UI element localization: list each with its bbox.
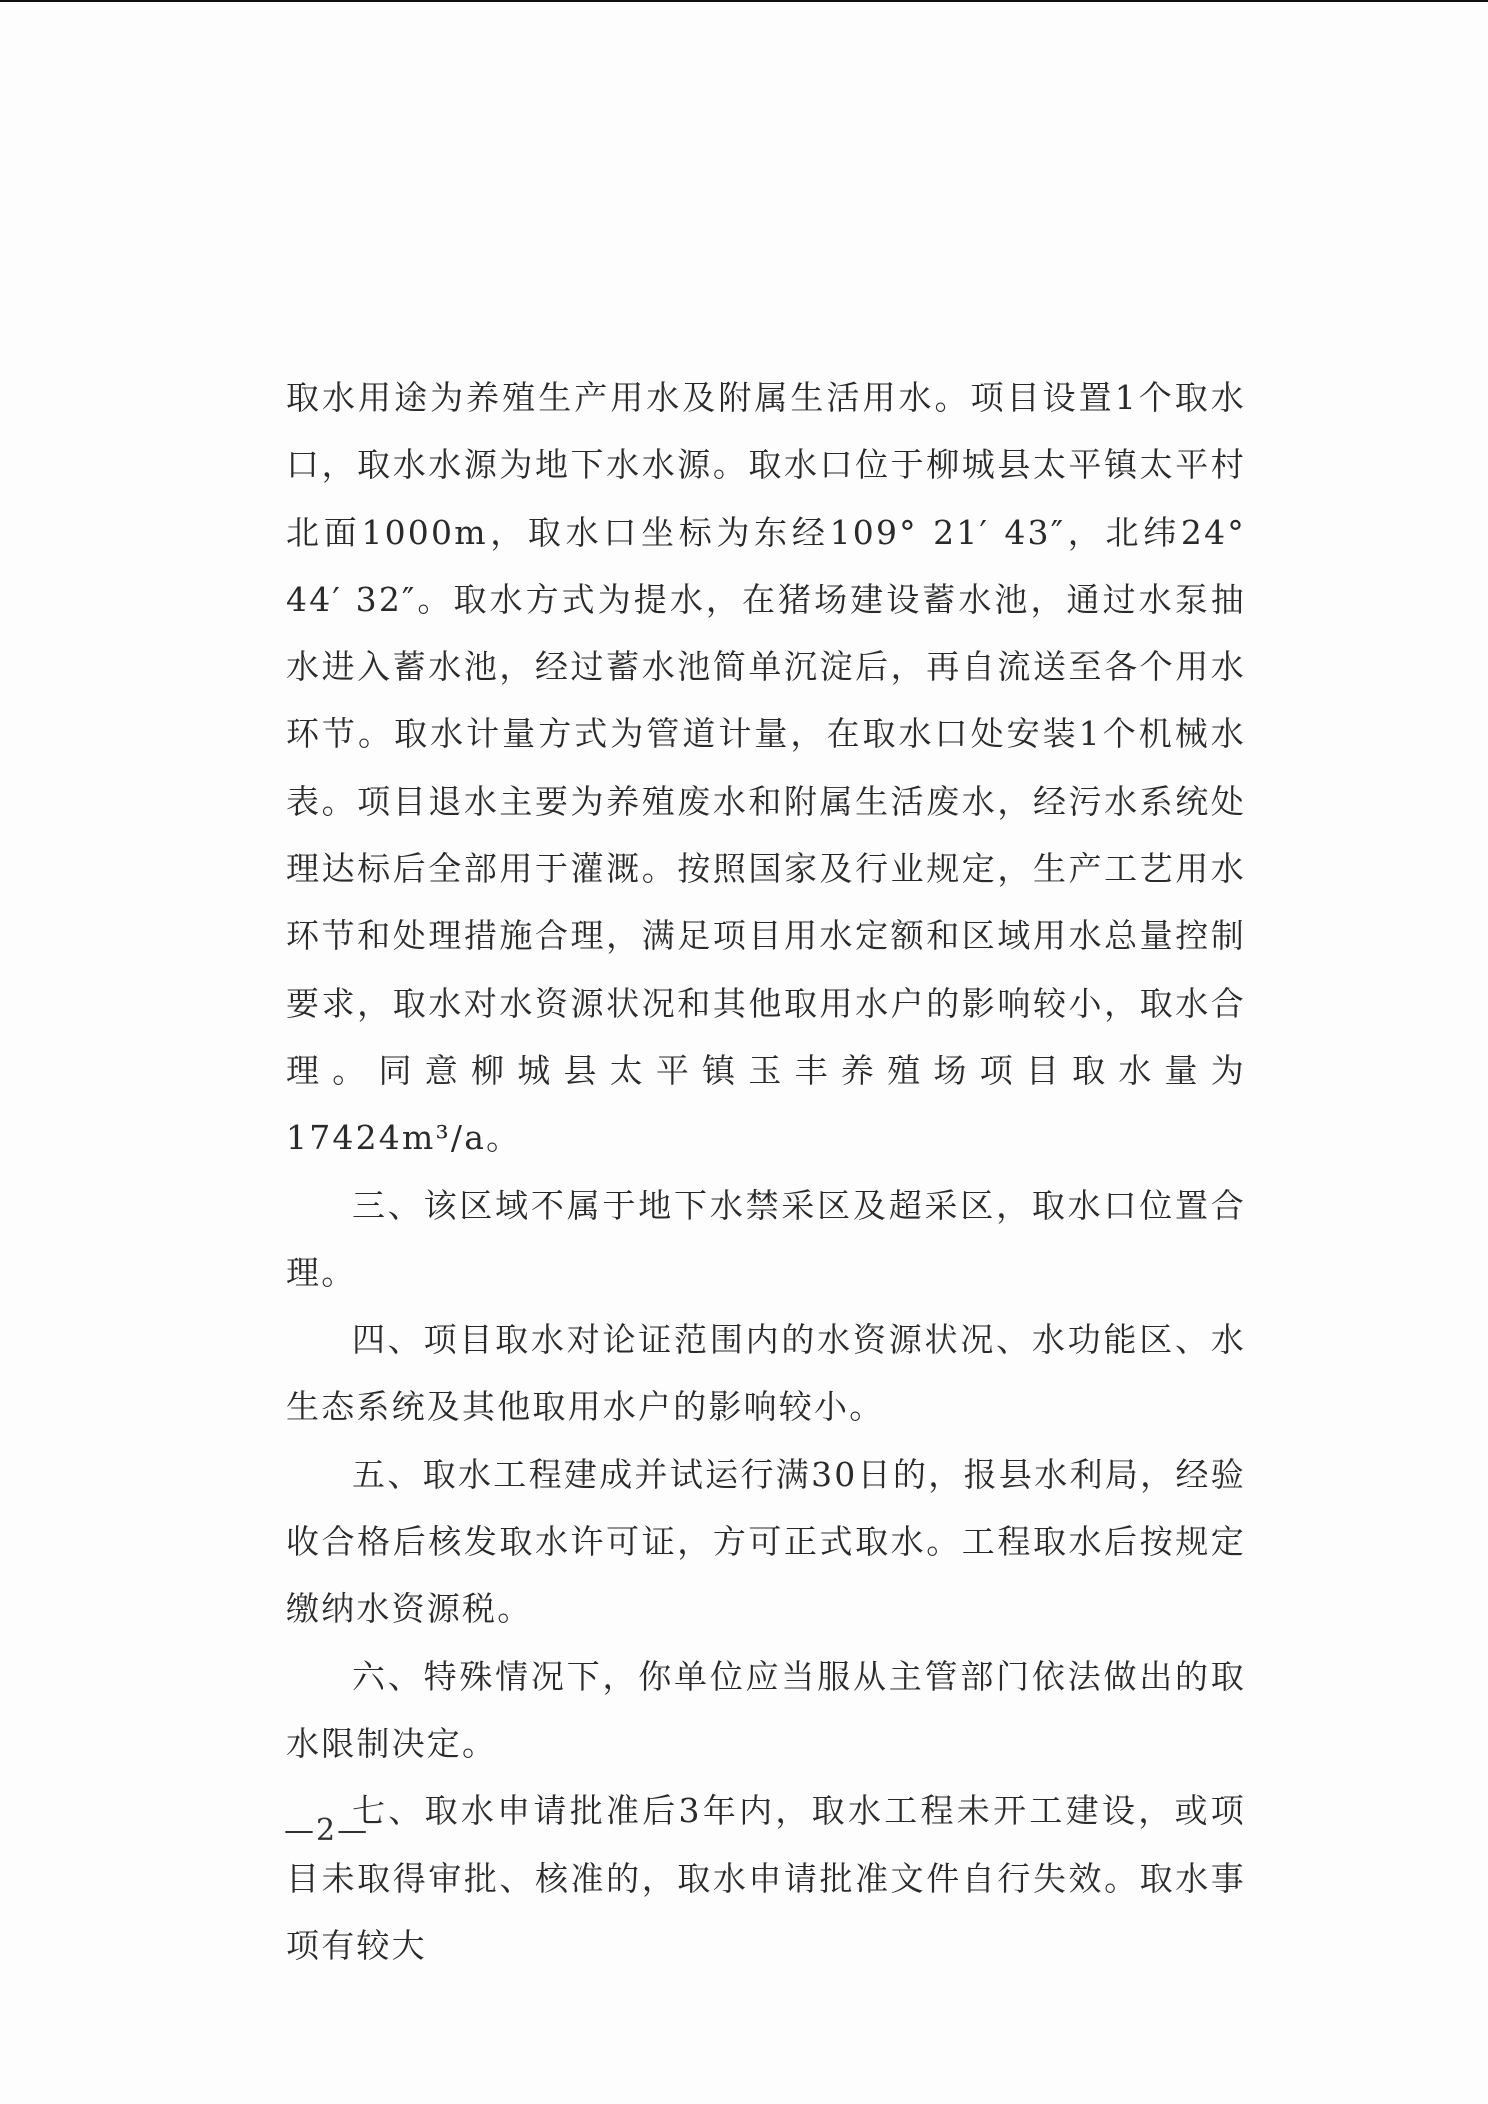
paragraph-item-5: 五、取水工程建成并试运行满30日的，报县水利局，经验收合格后核发取水许可证，方可正式取水。工程取水后按规定缴纳水资源税。 [286, 1454, 1246, 1629]
paragraph-water-usage: 取水用途为养殖生产用水及附属生活用水。项目设置1个取水口，取水水源为地下水水源。取水口位于柳城县太平镇太平村北面1000m，取水口坐标为东经109° 21′ 43″，北纬24° 44′ 32″。取水方式为提水，在猪场建设蓄水池，通过水泵抽水进入蓄水池，经过蓄水池简单沉淀后，再自流送至各个用水环节。取水计量方式为管道计量，在取水口处安装1个机械水表。项目退水主要为养殖废水和附属生活废水，经污水系统处理达标后全部用于灌溉。按照国家及行业规定，生产工艺用水环节和处理措施合理，满足项目用水定额和区域用水总量控制要求，取水对水资源状况和其他取用水户的影响较小，取水合理。同意柳城县太平镇玉丰养殖场项目取水量为17424m³/a。 [286, 378, 1246, 1158]
document-body [286, 364, 1246, 1979]
paragraph-item-3: 三、该区域不属于地下水禁采区及超采区，取水口位置合理。 [286, 1185, 1246, 1292]
paragraph-item-4: 四、项目取水对论证范围内的水资源状况、水功能区、水生态系统及其他取用水户的影响较小。 [286, 1320, 1246, 1427]
paragraph-item-7: 七、取水申请批准后3年内，取水工程未开工建设，或项目未取得审批、核准的，取水申请批准文件自行失效。取水事项有较大 [286, 1791, 1246, 1965]
paragraph-item-6: 六、特殊情况下，你单位应当服从主管部门依法做出的取水限制决定。 [286, 1656, 1246, 1763]
page-number: —2— [284, 1813, 370, 1848]
scan-top-edge [0, 0, 1488, 2]
